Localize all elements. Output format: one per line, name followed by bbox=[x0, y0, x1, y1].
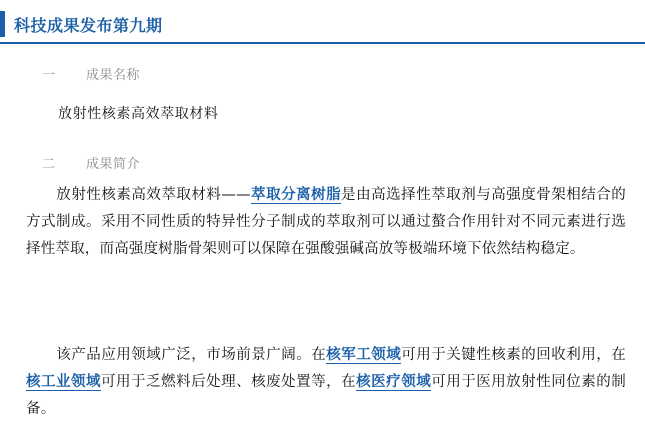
paragraph-2-segment-3: 可用于乏燃料后处理、核废处置等，在 bbox=[101, 374, 357, 390]
paragraph-2-segment-1: 该产品应用领域广泛，市场前景广阔。在 bbox=[56, 347, 327, 363]
keyword-nuclear-military: 核军工领域 bbox=[326, 347, 402, 363]
page-title: 科技成果发布第九期 bbox=[14, 15, 163, 35]
result-name-value: 放射性核素高效萃取材料 bbox=[58, 106, 219, 122]
document-header bbox=[0, 6, 645, 42]
section-heading-1 bbox=[42, 64, 140, 83]
section-number-1: 一 bbox=[42, 68, 56, 83]
paragraph-2-segment-2: 可用于关键性核素的回收利用，在 bbox=[401, 347, 626, 363]
header-divider bbox=[0, 42, 645, 44]
title-accent-bar bbox=[0, 11, 5, 37]
keyword-nuclear-industry: 核工业领域 bbox=[26, 374, 102, 390]
paragraph-intro bbox=[26, 182, 626, 263]
section-label-1: 成果名称 bbox=[86, 68, 141, 83]
paragraph-1-segment-2: 是由高选择性萃取剂与高强度骨架相结合的方式制成。采用不同性质的特异性分子制成的萃取剂可以通过螯合作用针对不同元素进行选择性萃取，而高强度树脂骨架则可以保障在强酸强碱高放等极端环境下依然结构稳定。 bbox=[26, 187, 626, 257]
paragraph-1-segment-1: 放射性核素高效萃取材料—— bbox=[56, 187, 251, 203]
section-heading-2 bbox=[42, 153, 140, 172]
paragraph-applications bbox=[26, 342, 626, 423]
keyword-nuclear-medicine: 核医疗领域 bbox=[356, 374, 432, 390]
section-label-2: 成果简介 bbox=[86, 157, 141, 172]
keyword-extraction-resin: 萃取分离树脂 bbox=[250, 187, 342, 203]
section-number-2: 二 bbox=[42, 157, 56, 172]
paragraph-2-segment-4: 可用于医用放射性同位素的制备。 bbox=[26, 374, 627, 417]
